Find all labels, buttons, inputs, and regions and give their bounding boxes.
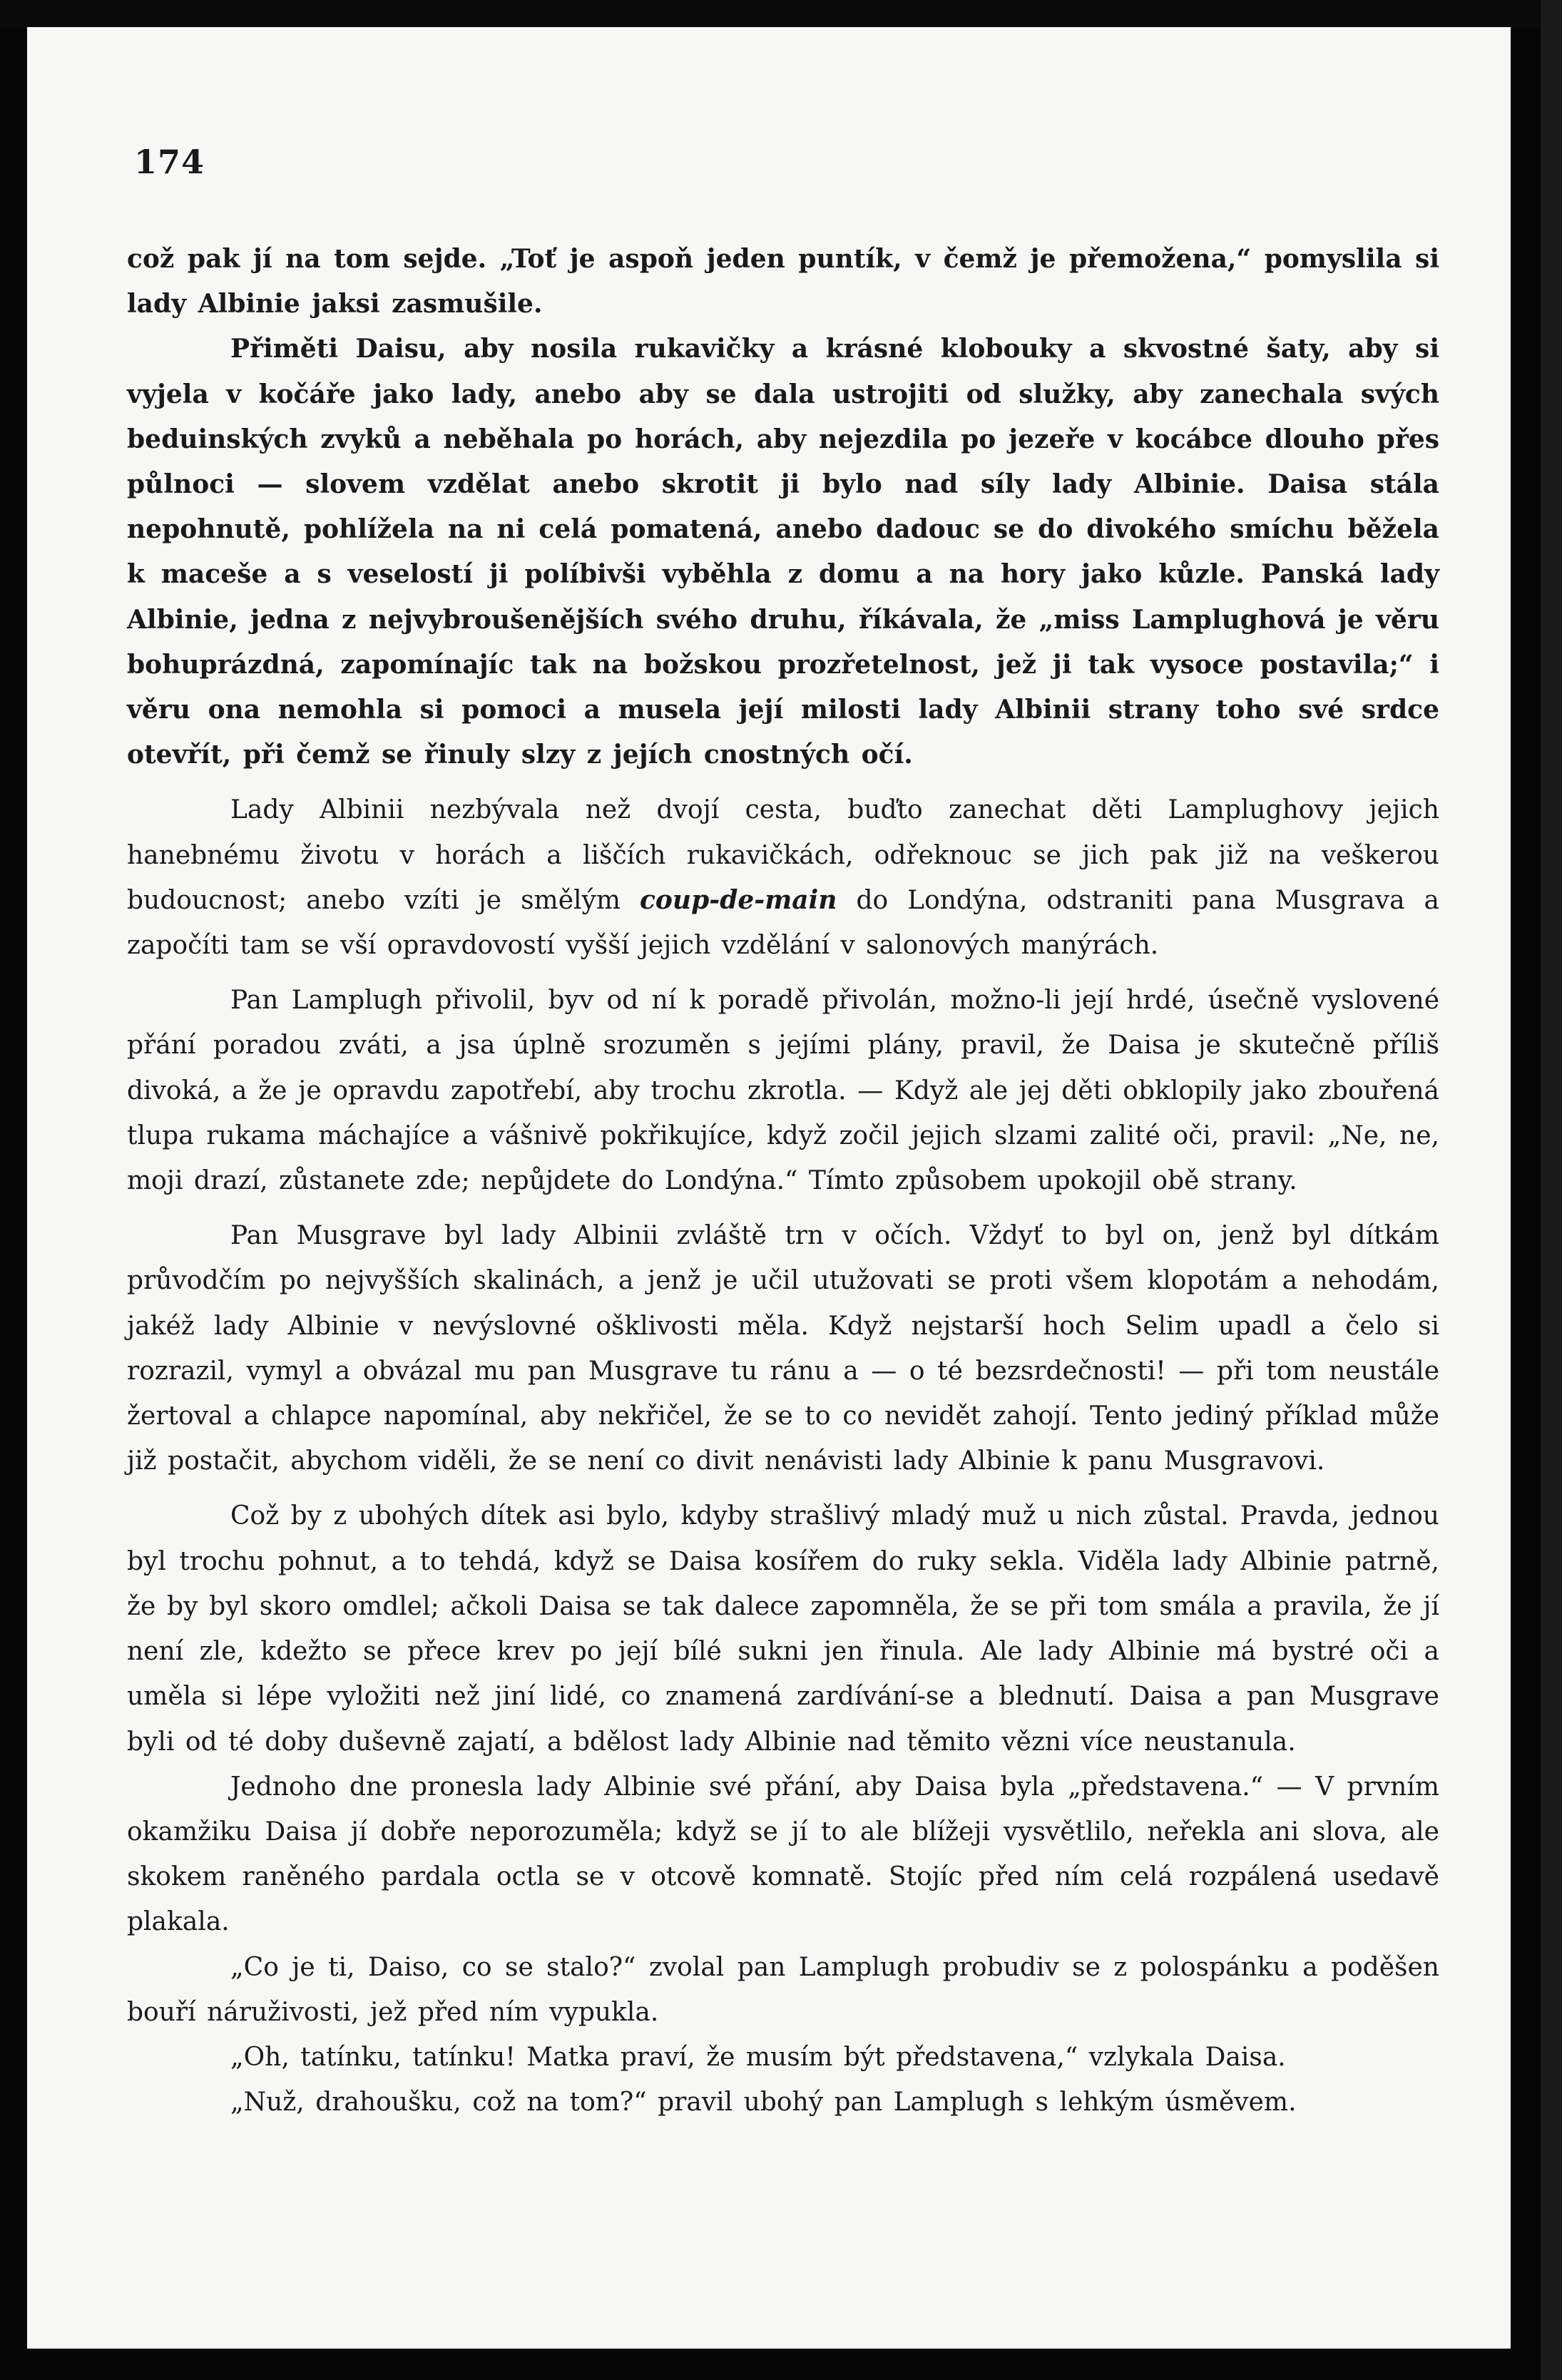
page-number: 174 [134, 143, 205, 181]
paragraph: „Co je ti, Daiso, co se stalo?“ zvolal pan Lamplugh probudiv se z polospánku a poděšen bouří náruživosti, jež před ním vypukla. [127, 1952, 1439, 2027]
book-page [27, 27, 1511, 2349]
paragraph-text: Lady Albinii nezbývala než dvojí cesta, buďto zanechat děti Lamplughovy jejich hanebnému životu v horách a liščích rukavičkách, odřeknouc se jich pak již na veškerou budoucnost; anebo vzíti je smělým [127, 795, 1439, 915]
paragraph: Což by z ubohých dítek asi bylo, kdyby strašlivý mladý muž u nich zůstal. Pravda, jednou byl trochu pohnut, a to tehdá, když se Daisa kosířem do ruky sekla. Viděla lady Albinie patrně, že by byl skoro omdlel; ačkoli Daisa se tak dalece zapomněla, že se při tom smála a pravila, že jí není zle, kdežto se přece krev po její bílé sukni jen řinula. Ale lady Albinie má bystré oči a uměla si lépe vyložiti než jiní lidé, co znamená zardívání-se a blednutí. Daisa a pan Musgrave byli od té doby duševně zajatí, a bdělost lady Albinie nad těmito vězni více neustanula. [127, 1501, 1439, 1757]
paragraph: Jednoho dne pronesla lady Albinie své přání, aby Daisa byla „představena.“ — V prvním okamžiku Daisa jí dobře neporozuměla; když se jí to ale blížeji vysvětlilo, neřekla ani slova, ale skokem raněného pardala octla se v otcově komnatě. Stojíc před ním celá rozpálená usedavě plakala. [127, 1772, 1439, 1937]
emphasis-text: coup-de-main [639, 884, 837, 915]
film-edge-top [0, 0, 1562, 29]
film-edge-right [1541, 0, 1562, 2380]
paragraph: „Nuž, drahoušku, což na tom?“ pravil ubohý pan Lamplugh s lehkým úsměvem. [230, 2088, 1297, 2118]
paragraph: což pak jí na tom sejde. „Toť je aspoň jeden puntík, v čemž je přemožena,“ pomyslila si lady Albinie jaksi zasmušile. [127, 244, 1439, 320]
paragraph: Pan Musgrave byl lady Albinii zvláště trn v očích. Vždyť to byl on, jenž byl dítkám průvodčím po nejvyšších skalinách, a jenž je učil utužovati se proti všem klopotám a nehodám, jakéž lady Albinie v nevýslovné ošklivosti měla. Když nejstarší hoch Selim upadl a čelo si rozrazil, vymyl a obvázal mu pan Musgrave tu ránu a — o té bezsrdečnosti! — při tom neustále žertoval a chlapce napomínal, aby nekřičel, že se to co nevidět zahojí. Tento jediný příklad může již postačit, abychom viděli, že se není co divit nenávisti lady Albinie k panu Musgravovi. [127, 1221, 1439, 1476]
paragraph [127, 787, 1439, 968]
paragraph-text: do Londýna, odstraniti pana Musgrava a započíti tam se vší opravdovostí vyšší jejich vzdělání v salonových manýrách. [127, 885, 1439, 961]
paragraph: Pan Lamplugh přivolil, byv od ní k poradě přivolán, možno-li její hrdé, úsečně vyslovené přání poradou zváti, a jsa úplně srozuměn s jejími plány, pravil, že Daisa je skutečně příliš divoká, a že je opravdu zapotřebí, aby trochu zkrotla. — Když ale jej děti obklopily jako zbouřená tlupa rukama máchajíce a vášnivě pokřikujíce, když zočil jejich slzami zalité oči, pravil: „Ne, ne, moji drazí, zůstanete zde; nepůjdete do Londýna.“ Tímto způsobem upokojil obě strany. [127, 986, 1439, 1196]
paragraph: „Oh, tatínku, tatínku! Matka praví, že musím být představena,“ vzlykala Daisa. [230, 2042, 1286, 2072]
body-text [127, 237, 1439, 2125]
paragraph: Přiměti Daisu, aby nosila rukavičky a krásné klobouky a skvostné šaty, aby si vyjela v kočáře jako lady, anebo aby se dala ustrojiti od služky, aby zanechala svých beduinských zvyků a neběhala po horách, aby nejezdila po jezeře v kocábce dlouho přes půlnoci — slovem vzdělat anebo skrotit ji bylo nad síly lady Albinie. Daisa stála nepohnutě, pohlížela na ni celá pomatená, anebo dadouc se do divokého smíchu běžela k maceše a s veselostí ji políbivši vyběhla z domu a na hory jako kůzle. Panská lady Albinie, jedna z nejvybroušenějších svého druhu, říkávala, že „miss Lamplughová je věru bohuprázdná, zapomínajíc tak na božskou prozřetelnost, jež ji tak vysoce postavila;“ i věru ona nemohla si pomoci a musela její milosti lady Albinii strany toho své srdce otevřít, při čemž se řinuly slzy z jejích cnostných očí. [127, 334, 1439, 770]
